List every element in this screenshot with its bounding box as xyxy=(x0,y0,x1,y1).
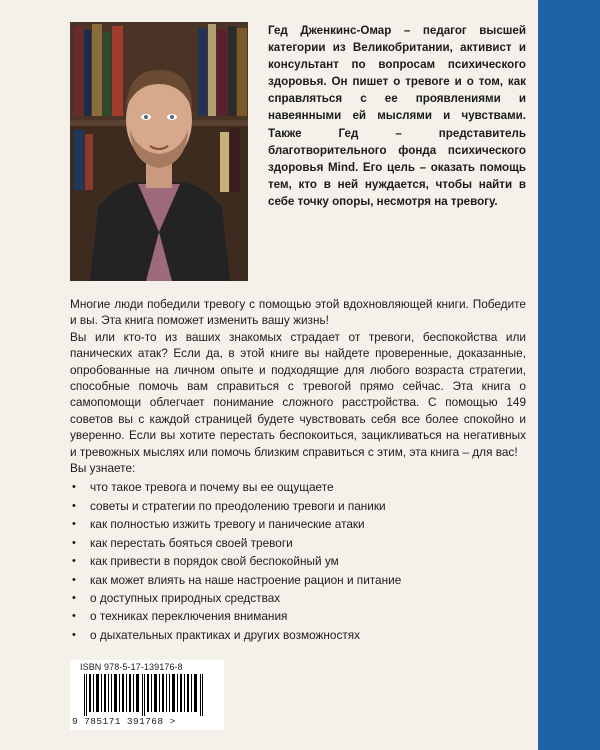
list-item: • советы и стратегии по преодолению тревоги и паники xyxy=(70,497,526,515)
barcode-icon xyxy=(84,674,210,716)
barcode-digits: 9 785171 391768 > xyxy=(72,716,176,727)
author-portrait-icon xyxy=(70,22,248,281)
bullet-icon: • xyxy=(72,610,76,623)
bullet-icon: • xyxy=(72,518,76,531)
isbn-label: ISBN 978-5-17-139176-8 xyxy=(80,662,183,672)
list-item: • как привести в порядок свой беспокойный ум xyxy=(70,552,526,570)
bullet-icon: • xyxy=(72,481,76,494)
intro-paragraph: Многие люди победили тревогу с помощью этой вдохновляющей книги. Победите и вы. Эта книга поможет изменить вашу жизнь! xyxy=(70,297,526,328)
back-cover-text xyxy=(70,296,526,644)
list-item: • о доступных природных средствах xyxy=(70,589,526,607)
learn-list xyxy=(70,478,526,644)
bullet-icon: • xyxy=(72,628,76,641)
list-item: • как может влиять на наше настроение рацион и питание xyxy=(70,571,526,589)
bullet-icon: • xyxy=(72,499,76,512)
bullet-icon: • xyxy=(72,591,76,604)
bullet-icon: • xyxy=(72,573,76,586)
list-item: • что такое тревога и почему вы ее ощущаете xyxy=(70,478,526,496)
barcode-box xyxy=(70,660,224,730)
author-photo xyxy=(70,22,248,281)
book-spine xyxy=(538,0,600,750)
body-paragraph: Вы или кто-то из ваших знакомых страдает от тревоги, беспокойства или панических атак? Если да, в этой книге вы найдете проверенные, доказанные, опробованные на личном опыте и подходящие для любого возраста стратегии, способные помочь вам справиться с тревогой прямо сейчас. Эта книга о самопомощи облегчает понимание сложного расстройства. С помощью 149 советов вы с каждой страницей будете чувствовать себя все более спокойно и уверенно. Если вы хотите перестать беспокоиться, зацикливаться на негативных и тревожных мыслях или помочь близким справиться с этим, эта книга – для вас! xyxy=(70,329,526,459)
list-item: • о техниках переключения внимания xyxy=(70,607,526,625)
bullet-icon: • xyxy=(72,555,76,568)
learn-title: Вы узнаете: xyxy=(70,461,136,476)
list-item: • как полностью изжить тревогу и панические атаки xyxy=(70,515,526,533)
list-item: • о дыхательных практиках и других возможностях xyxy=(70,626,526,644)
list-item: • как перестать бояться своей тревоги xyxy=(70,534,526,552)
bullet-icon: • xyxy=(72,536,76,549)
author-bio: Гед Дженкинс-Омар – педагог высшей категории из Великобритании, активист и консультант по вопросам психического здоровья. Он пишет о тревоге и о том, как справляться с ее проявлениями и навеянными ей мыслями и чувствами. Также Гед – представитель благотворительного фонда психического здоровья Mind. Его цель – оказать помощь тем, кто в ней нуждается, чтобы найти в себе точку опоры, несмотря на тревогу. xyxy=(268,24,526,208)
